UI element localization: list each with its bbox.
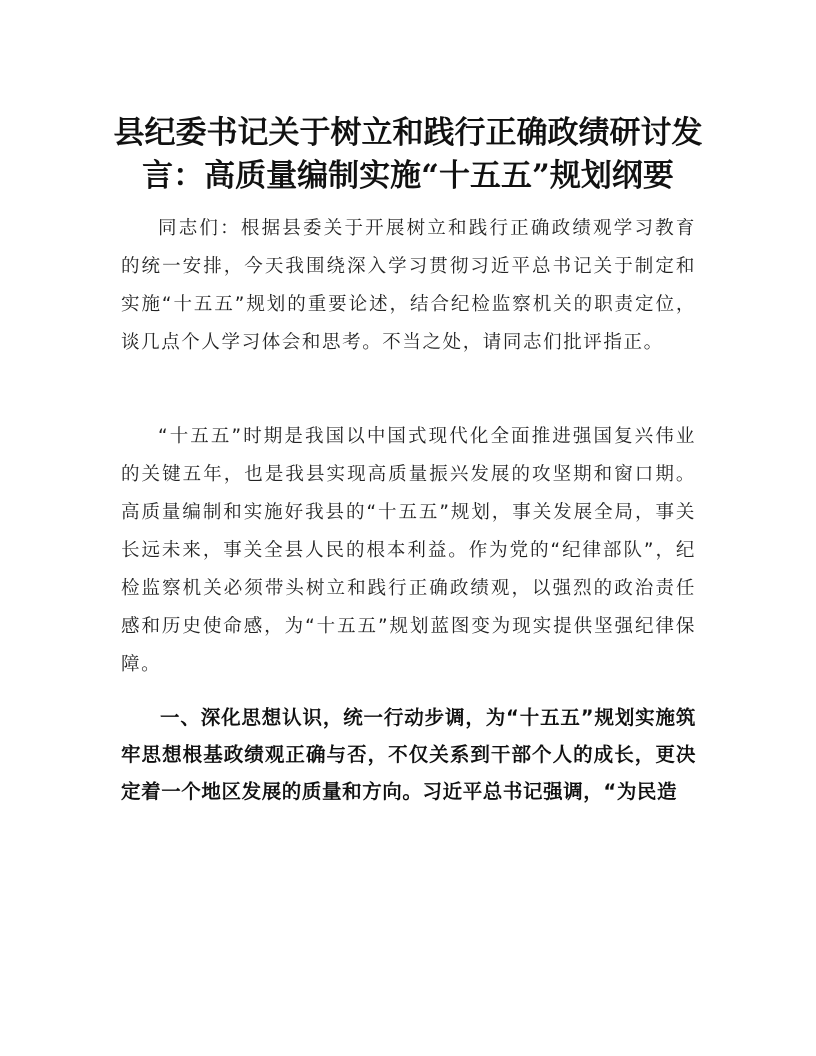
paragraph-block-2	[121, 418, 696, 684]
paragraph-block-1	[121, 210, 696, 362]
paragraph-opening: 同志们：根据县委关于开展树立和践行正确政绩观学习教育的统一安排，今天我围绕深入学习贯彻习近平总书记关于制定和实施“十五五”规划的重要论述，结合纪检监察机关的职责定位，谈几点个人学习体会和思考。不当之处，请同志们批评指正。	[121, 218, 696, 353]
paragraph-block-3	[121, 699, 696, 810]
paragraph-background: “十五五”时期是我国以中国式现代化全面推进强国复兴伟业的关键五年，也是我县实现高质量振兴发展的攻坚期和窗口期。高质量编制和实施好我县的“十五五”规划，事关发展全局，事关长远未来，事关全县人民的根本利益。作为党的“纪律部队”，纪检监察机关必须带头树立和践行正确政绩观，以强烈的政治责任感和历史使命感，为“十五五”规划蓝图变为现实提供坚强纪律保障。	[121, 426, 696, 675]
document-title: 县纪委书记关于树立和践行正确政绩研讨发言：高质量编制实施“十五五”规划纲要	[113, 115, 703, 194]
paragraph-section-one: 一、深化思想认识，统一行动步调，为“十五五”规划实施筑牢思想根基政绩观正确与否，不仅关系到干部个人的成长，更决定着一个地区发展的质量和方向。习近平总书记强调，“为民造	[121, 706, 696, 803]
